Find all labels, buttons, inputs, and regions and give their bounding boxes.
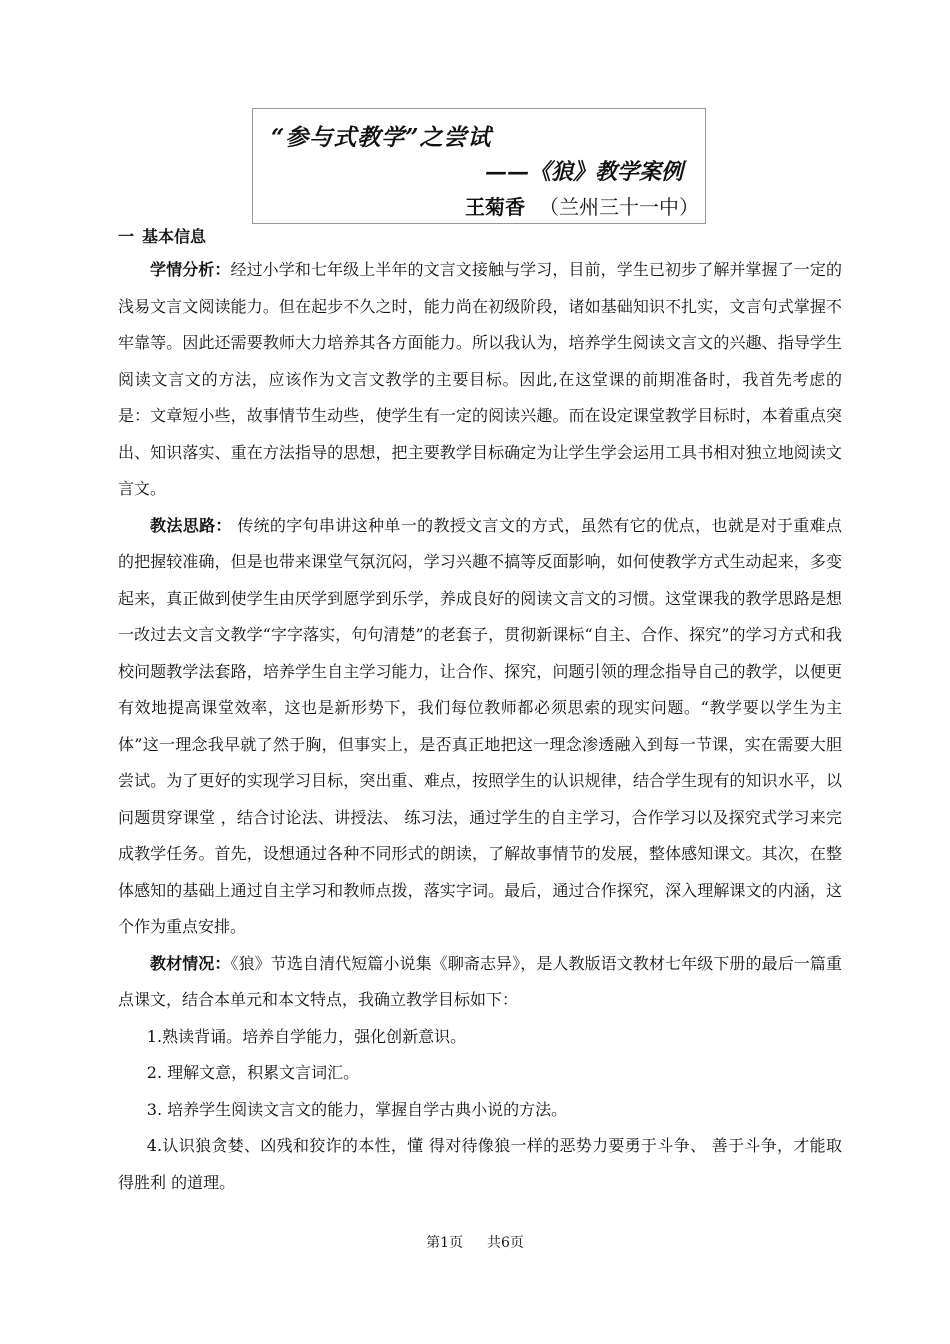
author-name: 王菊香 [465, 195, 525, 219]
paragraph-text: 经过小学和七年级上半年的文言文接触与学习，目前，学生已初步了解并掌握了一定的浅易文言文阅读能力。但在起步不久之时，能力尚在初级阶段，诸如基础知识不扎实，文言句式掌握不牢靠等。因此还需要教师大力培养其各方面能力。所以我认为，培养学生阅读文言文的兴趣、指导学生阅读文言文的方法，应该作为文言文教学的主要目标。因此,在这堂课的前期准备时，我首先考虑的是：文章短小些，故事情节生动些，使学生有一定的阅读兴趣。而在设定课堂教学目标时，本着重点突出、知识落实、重在方法指导的思想，把主要教学目标确定为让学生学会运用工具书相对独立地阅读文言文。 [118, 260, 842, 498]
section-number: 一 [118, 227, 135, 246]
paragraph-lead: 教法思路： [150, 515, 232, 535]
document-subtitle: ——《狼》教学案例 [484, 159, 683, 185]
author-school: （兰州三十一中） [539, 195, 699, 219]
paragraph-text: 传统的字句串讲这种单一的教授文言文的方式，虽然有它的优点，也就是对于重难点的把握较准确，但是也带来课堂气氛沉闷，学习兴趣不搞等反面影响，如何使教学方式生动起来，多变起来，真正做到使学生由厌学到愿学到乐学，养成良好的阅读文言文的习惯。这堂课我的教学思路是想一改过去文言文教学“字字落实，句句清楚”的老套子，贯彻新课标“自主、合作、探究”的学习方式和我校问题教学法套路，培养学生自主学习能力，让合作、探究，问题引领的理念指导自己的教学，以便更有效地提高课堂效率，这也是新形势下，我们每位教师都必须思索的现实问题。“教学要以学生为主体”这一理念我早就了然于胸，但事实上，是否真正地把这一理念渗透融入到每一节课，实在需要大胆尝试。为了更好的实现学习目标，突出重、难点，按照学生的认识规律，结合学生现有的知识水平，以问题贯穿课堂 ，结合讨论法、讲授法、 练习法，通过学生的自主学习，合作学习以及探究式学习来完成教学任务。首先，设想通过各种不同形式的朗读，了解故事情节的发展，整体感知课文。其次，在整体感知的基础上通过自主学习和教师点拨，落实字词。最后，通过合作探究，深入理解课文的内涵，这个作为重点安排。 [118, 515, 842, 936]
goal-item: 2. 理解文意，积累文言词汇。 [146, 1063, 360, 1082]
goal-item: 4.认识狼贪婪、凶残和狡诈的本性，懂 得对待像狼一样的恶势力要勇于斗争、 善于斗争，才能取得胜利 的道理。 [118, 1136, 842, 1192]
paragraph-lead: 学情分析： [150, 260, 231, 279]
page-number: 第1页 [426, 1235, 463, 1251]
paragraph-teaching-approach [118, 508, 842, 946]
author-line [465, 191, 699, 220]
document-body [118, 252, 842, 1201]
page-total: 共6页 [487, 1235, 524, 1251]
document-title: “参与式教学”之尝试 [271, 124, 492, 151]
paragraph-text: 《狼》节选自清代短篇小说集《聊斋志异》，是人教版语文教材七年级下册的最后一篇重点课文，结合本单元和本文特点，我确立教学目标如下： [118, 953, 842, 1009]
section-heading [118, 224, 206, 247]
section-title: 基本信息 [142, 227, 207, 246]
paragraph-lead: 教材情况： [150, 953, 231, 973]
page-footer [0, 1232, 950, 1252]
title-box [252, 108, 706, 224]
paragraph-student-analysis [118, 252, 842, 508]
paragraph-textbook [118, 946, 842, 1019]
goal-item: 3. 培养学生阅读文言文的能力，掌握自学古典小说的方法。 [146, 1099, 568, 1119]
goal-item: 1.熟读背诵。培养自学能力，强化创新意识。 [146, 1026, 467, 1046]
